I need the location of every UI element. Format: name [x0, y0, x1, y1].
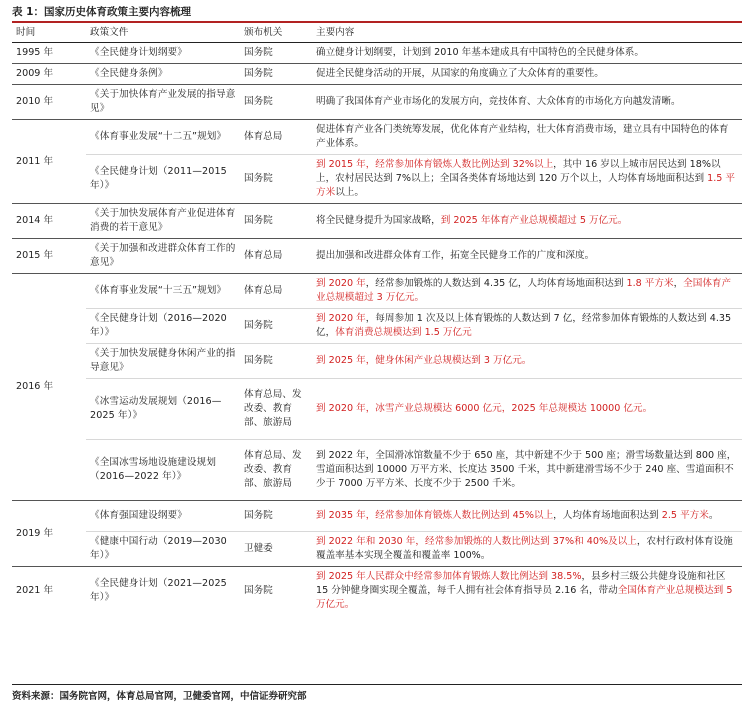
highlight-text: 到 2025 年，健身休闲产业总规模达到 3 万亿元。 — [316, 355, 532, 366]
cell-policy-doc: 《全民健身计划纲要》 — [86, 43, 240, 64]
cell-main-content — [312, 64, 742, 85]
cell-year: 2015 年 — [12, 239, 86, 274]
highlight-text: 到 2035 年，经常参加体育锻炼人数比例达到 45%以上 — [316, 510, 554, 521]
cell-issuing-body: 体育总局、发改委、教育部、旅游局 — [240, 440, 312, 501]
content-text: 促进体育产业各门类统筹发展，优化体育产业结构，壮大体育消费市场，建立具有中国特色的体育产业体系。 — [316, 124, 729, 149]
cell-main-content — [312, 155, 742, 204]
highlight-text: 1.8 平方米 — [626, 278, 674, 289]
table-row — [12, 532, 742, 567]
cell-policy-doc: 《全民健身条例》 — [86, 64, 240, 85]
cell-main-content — [312, 379, 742, 440]
header-time: 时间 — [12, 23, 86, 43]
content-text: 将全民健身提升为国家战略， — [316, 215, 441, 226]
cell-year: 2009 年 — [12, 64, 86, 85]
header-org: 颁布机关 — [240, 23, 312, 43]
table-row — [12, 64, 742, 85]
highlight-text: 全国体育产业总规模达到 5 万亿元。 — [316, 585, 733, 610]
cell-policy-doc: 《体育强国建设纲要》 — [86, 501, 240, 532]
cell-issuing-body: 卫健委 — [240, 532, 312, 567]
highlight-text: 全国体育产业总规模超过 3 万亿元。 — [316, 278, 732, 303]
cell-issuing-body: 体育总局 — [240, 239, 312, 274]
table-row — [12, 85, 742, 120]
header-doc: 政策文件 — [86, 23, 240, 43]
cell-policy-doc: 《全民健身计划（2011—2015 年）》 — [86, 155, 240, 204]
cell-issuing-body: 国务院 — [240, 155, 312, 204]
content-text: 。 — [708, 510, 719, 521]
cell-issuing-body: 体育总局 — [240, 120, 312, 155]
content-text: ，县乡村三级公共健身设施和社区 15 分钟健身圈实现全覆盖，每千人拥有社会体育指导员 2.16 名，带动 — [316, 571, 726, 596]
cell-issuing-body: 国务院 — [240, 64, 312, 85]
cell-main-content — [312, 239, 742, 274]
table-row — [12, 120, 742, 155]
content-text: 确立健身计划纲要，计划到 2010 年基本建成具有中国特色的全民健身体系。 — [316, 47, 644, 58]
cell-issuing-body: 国务院 — [240, 43, 312, 64]
content-text: ，经常参加锻炼的人数达到 4.35 亿，人均体育场地面积达到 — [365, 278, 627, 289]
highlight-text: 到 2022 年和 2030 年，经常参加锻炼的人数比例达到 37%和 40%及以上 — [316, 536, 637, 547]
cell-issuing-body: 国务院 — [240, 501, 312, 532]
content-text: 提出加强和改进群众体育工作，拓宽全民健身工作的广度和深度。 — [316, 250, 595, 261]
cell-main-content — [312, 309, 742, 344]
cell-policy-doc: 《健康中国行动（2019—2030 年）》 — [86, 532, 240, 567]
cell-issuing-body: 国务院 — [240, 344, 312, 379]
source-note: 资料来源：国务院官网，体育总局官网，卫健委官网，中信证券研究部 — [12, 691, 307, 702]
table-row — [12, 274, 742, 309]
header-content: 主要内容 — [312, 23, 742, 43]
cell-policy-doc: 《体育事业发展“十三五”规划》 — [86, 274, 240, 309]
highlight-text: 到 2025 年人民群众中经常参加体育锻炼人数比例达到 38.5% — [316, 571, 582, 582]
content-text: 促进全民健身活动的开展，从国家的角度确立了大众体育的重要性。 — [316, 68, 604, 79]
cell-issuing-body: 国务院 — [240, 85, 312, 120]
highlight-text: 1.5 平方米 — [316, 173, 736, 198]
cell-main-content — [312, 532, 742, 567]
cell-main-content — [312, 43, 742, 64]
cell-issuing-body: 国务院 — [240, 567, 312, 616]
highlight-text: 体育消费总规模达到 1.5 万亿元 — [335, 327, 472, 338]
cell-policy-doc: 《全国冰雪场地设施建设规划（2016—2022 年）》 — [86, 440, 240, 501]
table-row — [12, 309, 742, 344]
highlight-text: 到 2025 年体育产业总规模超过 5 万亿元。 — [440, 215, 628, 226]
cell-main-content — [312, 85, 742, 120]
cell-year: 2016 年 — [12, 274, 86, 501]
table-row — [12, 567, 742, 616]
content-text: ， — [673, 278, 684, 289]
table-header-row — [12, 23, 742, 43]
cell-main-content — [312, 274, 742, 309]
cell-year: 2019 年 — [12, 501, 86, 567]
policy-table — [12, 23, 742, 615]
cell-issuing-body: 国务院 — [240, 309, 312, 344]
cell-issuing-body: 国务院 — [240, 204, 312, 239]
table-caption: 表 1：国家历史体育政策主要内容梳理 — [12, 6, 191, 18]
cell-main-content — [312, 204, 742, 239]
cell-year: 2011 年 — [12, 120, 86, 204]
cell-policy-doc: 《关于加快体育产业发展的指导意见》 — [86, 85, 240, 120]
cell-policy-doc: 《体育事业发展“十二五”规划》 — [86, 120, 240, 155]
cell-year: 2014 年 — [12, 204, 86, 239]
cell-main-content — [312, 567, 742, 616]
cell-policy-doc: 《冰雪运动发展规划（2016—2025 年）》 — [86, 379, 240, 440]
cell-policy-doc: 《关于加强和改进群众体育工作的意见》 — [86, 239, 240, 274]
table-row — [12, 344, 742, 379]
highlight-text: 2.5 平方米 — [661, 510, 709, 521]
content-text: ，人均体育场地面积达到 — [553, 510, 662, 521]
cell-year: 1995 年 — [12, 43, 86, 64]
cell-main-content — [312, 344, 742, 379]
cell-main-content — [312, 440, 742, 501]
table-row — [12, 155, 742, 204]
table-row — [12, 204, 742, 239]
content-text: 以上。 — [335, 187, 364, 198]
table-body — [12, 43, 742, 616]
highlight-text: 到 2020 年 — [316, 278, 366, 289]
cell-policy-doc: 《关于加快发展健身休闲产业的指导意见》 — [86, 344, 240, 379]
content-text: ，其中 16 岁以上城市居民达到 18%以上，农村居民达到 7%以上；全国各类体育场地达到 120 万个以上，人均体育场地面积达到 — [316, 159, 721, 184]
cell-year: 2010 年 — [12, 85, 86, 120]
highlight-text: 到 2020 年 — [316, 313, 366, 324]
content-text: ，农村行政村体育设施覆盖率基本实现全覆盖和覆盖率 100%。 — [316, 536, 733, 561]
content-text: 到 2022 年，全国滑冰馆数量不少于 650 座，其中新建不少于 500 座；滑雪场数量达到 800 座，雪道面积达到 10000 万平方米、长度达 3500 千米，其中新建滑雪场不少于 240 座、雪道面积不少于 7000 万平方米、长度不少于 2500 千米。 — [316, 450, 737, 489]
bottom-rule — [12, 684, 742, 685]
table-row — [12, 43, 742, 64]
cell-policy-doc: 《全民健身计划（2016—2020 年）》 — [86, 309, 240, 344]
cell-issuing-body: 体育总局、发改委、教育部、旅游局 — [240, 379, 312, 440]
table-row — [12, 440, 742, 501]
cell-main-content — [312, 120, 742, 155]
table-row — [12, 501, 742, 532]
cell-issuing-body: 体育总局 — [240, 274, 312, 309]
table-row — [12, 239, 742, 274]
cell-main-content — [312, 501, 742, 532]
cell-policy-doc: 《全民健身计划（2021—2025 年）》 — [86, 567, 240, 616]
highlight-text: 到 2020 年，冰雪产业总规模达 6000 亿元，2025 年总规模达 10000 亿元。 — [316, 403, 653, 414]
highlight-text: 到 2015 年，经常参加体育锻炼人数比例达到 32%以上 — [316, 159, 554, 170]
table-row — [12, 379, 742, 440]
content-text: ，每周参加 1 次及以上体育锻炼的人数达到 7 亿，经常参加体育锻炼的人数达到 4.35 亿， — [316, 313, 732, 338]
cell-year: 2021 年 — [12, 567, 86, 616]
content-text: 明确了我国体育产业市场化的发展方向，竞技体育、大众体育的市场化方向越发清晰。 — [316, 96, 681, 107]
cell-policy-doc: 《关于加快发展体育产业促进体育消费的若干意见》 — [86, 204, 240, 239]
